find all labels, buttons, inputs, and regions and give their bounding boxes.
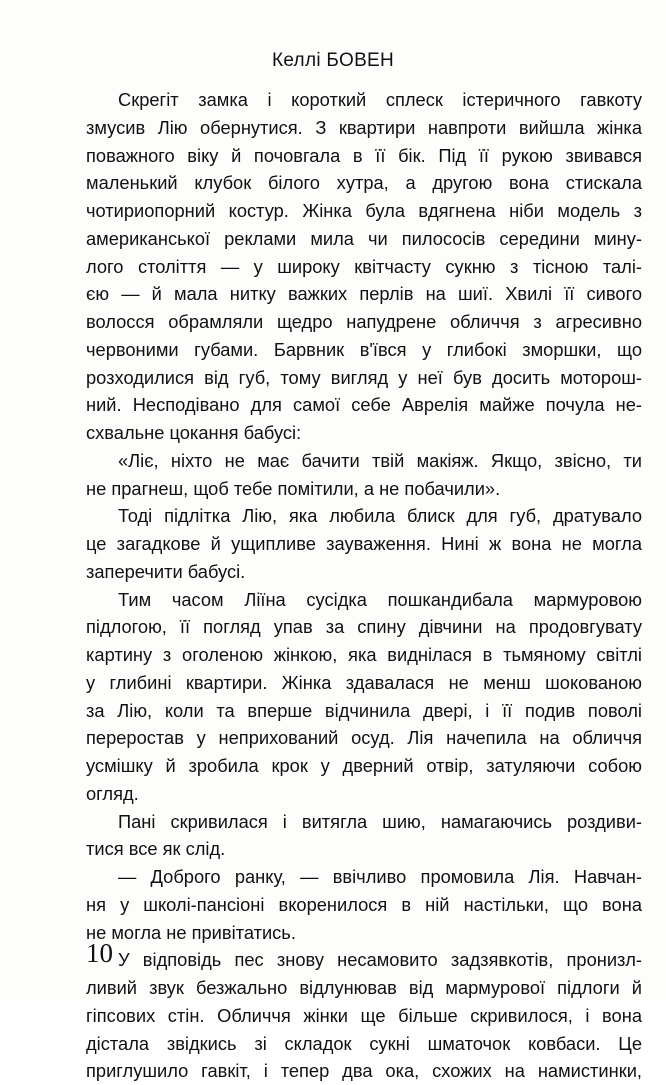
text-line: — Доброго ранку, — ввічливо промовила Лія. Навчан- <box>118 866 642 887</box>
running-head: Келлі БОВЕН <box>271 50 395 71</box>
text-line: у глибині квартири. Жінка здавалася не менш шокованою <box>86 671 642 693</box>
text-line: усмішку й зробила крок у дверний отвір, затуляючи собою <box>86 755 642 776</box>
text-line: чотириопорний костур. Жінка була вдягнена ніби модель з <box>86 200 642 221</box>
text-line: гіпсових стін. Обличчя жінки ще більше скривилося, і вона <box>86 1004 642 1026</box>
text-line: ня у школі-пансіоні вкоренилося в ній настільки, що вона <box>86 893 642 915</box>
text-line: схвальне цокання бабусі: <box>86 422 302 443</box>
text-line: У відповідь пес знову несамовито задзявкотів, пронизл- <box>118 949 642 971</box>
text-line: приглушило гавкіт, і тепер два ока, схожих на намистинки, <box>86 1060 642 1082</box>
text-line: Тоді підлітка Лію, яка любила блиск для губ, дратувало <box>118 505 642 527</box>
text-line: лого століття — у широку квітчасту сукню з тісною талі- <box>86 255 642 277</box>
text-line: тися все як слід. <box>86 838 226 860</box>
text-line: «Ліє, ніхто не має бачити твій макіяж. Якщо, звісно, ти <box>118 449 642 471</box>
text-line: огляд. <box>86 782 139 804</box>
page-number: 10 <box>86 938 113 968</box>
text-line: не прагнеш, щоб тебе помітили, а не побачили». <box>86 477 501 499</box>
body-text <box>86 86 642 1085</box>
text-line: волосся обрамляли щедро напудрене обличчя з агресивно <box>86 311 642 332</box>
text-line: поважного віку й почовгала в її бік. Під її рукою звивався <box>86 144 642 166</box>
text-line: переростав у неприхований осуд. Лія начепила на обличчя <box>86 727 642 749</box>
text-line: Тим часом Ліїна сусідка пошкандибала мармуровою <box>118 588 642 610</box>
text-line: розходилися від губ, тому вигляд у неї був досить моторош- <box>86 366 642 388</box>
text-line: не могла не привітатись. <box>86 921 296 943</box>
text-line: заперечити бабусі. <box>86 560 246 582</box>
text-line: підлогою, її погляд упав за спину дівчини на продовгувату <box>86 616 642 638</box>
text-line: ний. Несподівано для самої себе Аврелія майже почула не- <box>86 394 642 416</box>
text-line: за Лію, коли та вперше відчинила двері, і її подив поволі <box>86 699 642 721</box>
text-line: червоними губами. Барвник в'ївся у глибокі зморшки, що <box>86 338 642 360</box>
text-line: Пані скривилася і витягла шию, намагаючись роздиви- <box>118 810 642 832</box>
text-line: ливий звук безжально відлунював від мармурової підлоги й <box>86 977 642 998</box>
text-line: маленький клубок білого хутра, а другою вона стискала <box>86 172 642 194</box>
text-line: американської реклами мила чи пилососів середини мину- <box>86 227 642 249</box>
text-line: єю — й мала нитку важких перлів на шиї. Хвилі її сивого <box>86 283 642 305</box>
text-line: картину з оголеною жінкою, яка виднілася в тьмяному світлі <box>86 644 642 665</box>
text-line: Скрегіт замка і короткий сплеск істеричного гавкоту <box>118 89 642 110</box>
text-line: змусив Лію обернутися. З квартири навпроти вийшла жінка <box>86 116 642 138</box>
text-line: дістала звідкись зі складок сукні шматочок ковбаси. Це <box>86 1032 642 1054</box>
text-line: це загадкове й ущипливе зауваження. Нині ж вона не могла <box>86 533 642 554</box>
